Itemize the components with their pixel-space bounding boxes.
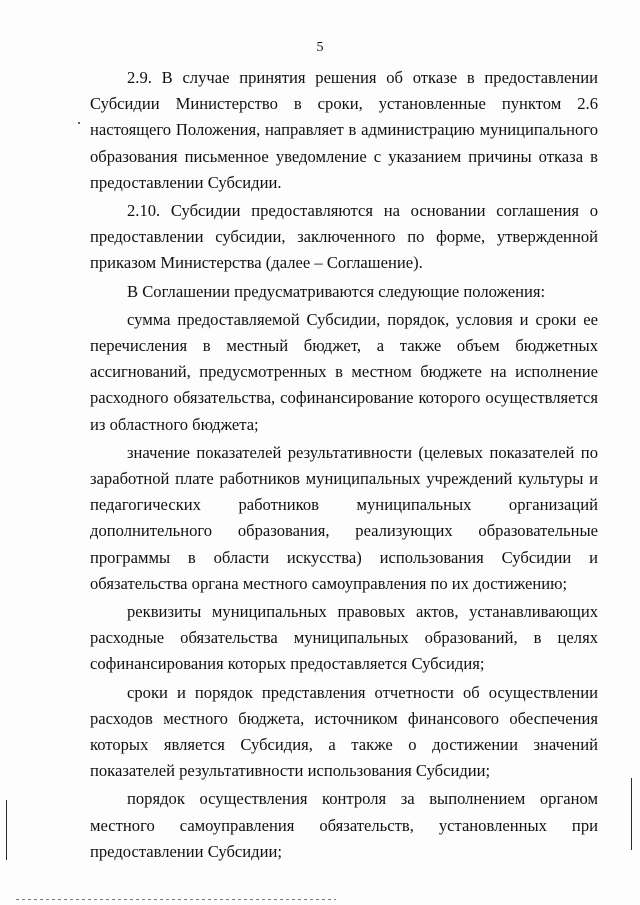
scan-artifact-dot <box>78 122 80 124</box>
paragraph-performance-indicators: значение показателей результативности (целевых показателей по заработной плате работников муниципальных учреждений культуры и педагогических работников муниципальных организаций дополнительного образования, реализующих образовательные программы в области искусства) использования Субсидии и обязательства органа местного самоуправления по их достижению; <box>90 442 598 593</box>
paragraph-subsidy-amount: сумма предоставляемой Субсидии, порядок, условия и сроки ее перечисления в местный бюджет, а также объем бюджетных ассигнований, предусмотренных в местном бюджете на исполнение расходного обязательства, софинансирование которого осуществляется из областного бюджета; <box>90 309 598 434</box>
page-number: 5 <box>316 40 324 55</box>
scan-artifact-right-line <box>631 778 632 850</box>
scan-artifact-left-line <box>6 800 7 860</box>
paragraph-reporting: сроки и порядок представления отчетности об осуществлении расходов местного бюджета, источником финансового обеспечения которых является Субсидия, а также о достижении значений показателей результативности использования Субсидии; <box>90 682 598 781</box>
scan-artifact-bottom-edge <box>16 899 336 900</box>
paragraph-2-10: 2.10. Субсидии предоставляются на основании соглашения о предоставлении субсидии, заключенного по форме, утвержденной приказом Министерства (далее – Соглашение). <box>90 201 598 273</box>
paragraph-control: порядок осуществления контроля за выполнением органом местного самоуправления обязательств, установленных при предоставлении Субсидии; <box>90 789 598 861</box>
paragraph-agreement-intro: В Соглашении предусматриваются следующие положения: <box>127 281 546 301</box>
paragraph-legal-acts: реквизиты муниципальных правовых актов, устанавливающих расходные обязательства муниципальных образований, в целях софинансирования которых предоставляется Субсидия; <box>90 602 598 674</box>
document-body <box>90 65 598 867</box>
paragraph-2-9: 2.9. В случае принятия решения об отказе в предоставлении Субсидии Министерство в сроки, установленные пунктом 2.6 настоящего Положения, направляет в администрацию муниципального образования письменное уведомление с указанием причины отказа в предоставлении Субсидии. <box>90 68 598 192</box>
